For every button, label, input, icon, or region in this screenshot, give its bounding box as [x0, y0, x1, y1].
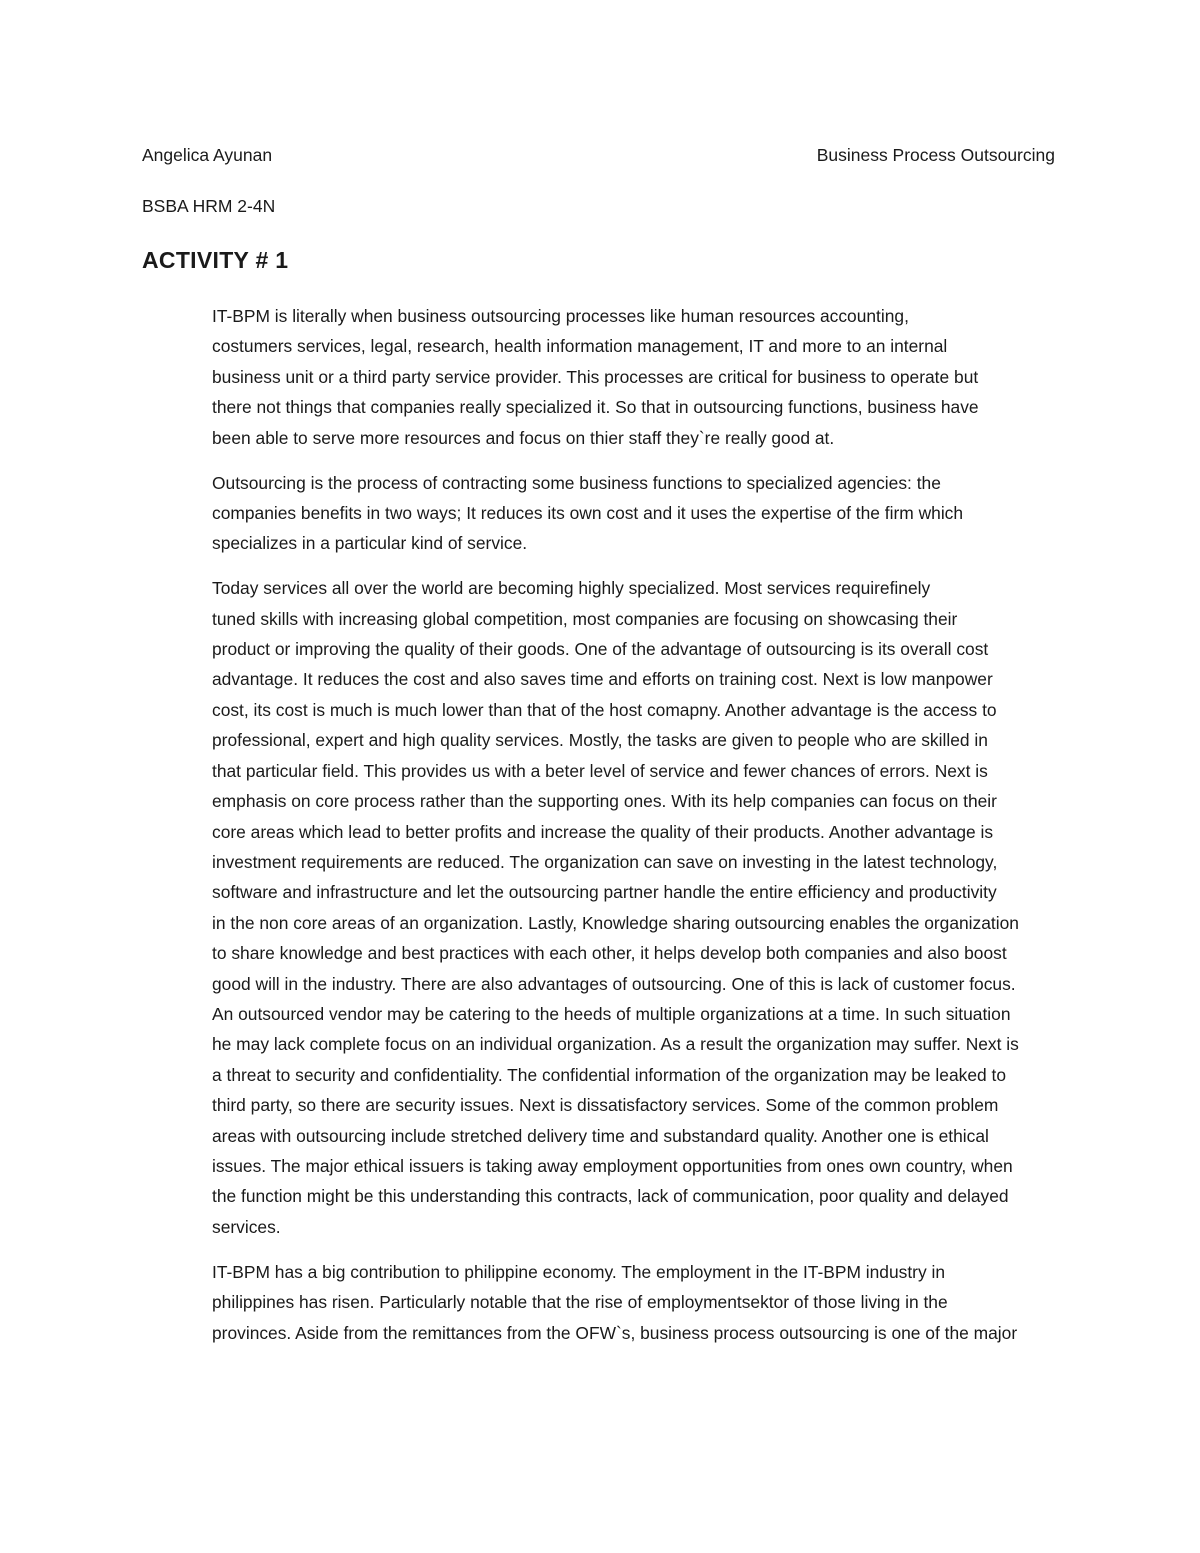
text-line: An outsourced vendor may be catering to the heeds of multiple organizations at a time. In such situation: [212, 1003, 1011, 1024]
text-line: provinces. Aside from the remittances from the OFW`s, business process outsourcing is one of the major: [212, 1322, 1018, 1343]
text-line: specializes in a particular kind of service.: [212, 533, 528, 554]
text-line: business unit or a third party service provider. This processes are critical for business to operate but: [212, 366, 979, 387]
paragraph-1: [142, 301, 1060, 453]
text-line: tuned skills with increasing global competition, most companies are focusing on showcasing their: [212, 608, 958, 629]
text-line: IT-BPM is literally when business outsourcing processes like human resources accounting,: [212, 306, 909, 326]
subject-title: Business Process Outsourcing: [816, 145, 1055, 165]
text-line: professional, expert and high quality services. Mostly, the tasks are given to people who are skilled in: [212, 730, 988, 751]
text-line: issues. The major ethical issuers is taking away employment opportunities from ones own country, when: [212, 1155, 1013, 1176]
document-body: [142, 301, 1060, 1362]
text-line: there not things that companies really specialized it. So that in outsourcing functions, business have: [212, 397, 979, 418]
text-line: third party, so there are security issues. Next is dissatisfactory services. Some of the common problem: [212, 1095, 999, 1116]
text-line: philippines has risen. Particularly notable that the rise of employmentsektor of those living in the: [212, 1292, 948, 1313]
text-line: good will in the industry. There are also advantages of outsourcing. One of this is lack of customer focus.: [212, 973, 1016, 994]
text-line: in the non core areas of an organization. Lastly, Knowledge sharing outsourcing enables the organization: [212, 912, 1019, 933]
text-line: IT-BPM has a big contribution to philippine economy. The employment in the IT-BPM industry in: [212, 1261, 946, 1282]
paragraph-3: [142, 573, 1060, 1242]
author-name: Angelica Ayunan: [142, 145, 273, 165]
text-line: services.: [212, 1216, 281, 1237]
text-line: Outsourcing is the process of contracting some business functions to specialized agencies: the: [212, 472, 941, 493]
paragraph-2: [142, 468, 1060, 559]
text-line: emphasis on core process rather than the supporting ones. With its help companies can focus on their: [212, 791, 997, 812]
text-line: to share knowledge and best practices with each other, it helps develop both companies and also boost: [212, 943, 1007, 964]
activity-title: ACTIVITY # 1: [142, 247, 289, 273]
text-line: costumers services, legal, research, health information management, IT and more to an internal: [212, 336, 948, 357]
text-line: advantage. It reduces the cost and also saves time and efforts on training cost. Next is low manpower: [212, 669, 993, 690]
text-line: companies benefits in two ways; It reduces its own cost and it uses the expertise of the firm which: [212, 502, 964, 523]
paragraph-4: [142, 1257, 1060, 1348]
text-line: been able to serve more resources and focus on thier staff they`re really good at.: [212, 427, 835, 448]
text-line: cost, its cost is much is much lower than that of the host comapny. Another advantage is the access to: [212, 699, 997, 720]
text-line: a threat to security and confidentiality. The confidential information of the organization may be leaked to: [212, 1064, 1006, 1085]
document-header: [142, 145, 1055, 169]
text-line: software and infrastructure and let the outsourcing partner handle the entire efficiency and productivity: [212, 882, 997, 903]
text-line: that particular field. This provides us with a beter level of service and fewer chances of errors. Next is: [212, 760, 988, 781]
text-line: the function might be this understanding this contracts, lack of communication, poor quality and delayed: [212, 1186, 1009, 1207]
text-line: investment requirements are reduced. The organization can save on investing in the latest technology,: [212, 851, 998, 872]
text-line: he may lack complete focus on an individual organization. As a result the organization may suffer. Next is: [212, 1034, 1019, 1055]
text-line: areas with outsourcing include stretched delivery time and substandard quality. Another one is ethical: [212, 1125, 989, 1146]
class-section: BSBA HRM 2-4N: [142, 196, 276, 216]
text-line: product or improving the quality of their goods. One of the advantage of outsourcing is its overall cost: [212, 639, 989, 660]
text-line: Today services all over the world are becoming highly specialized. Most services requirefinely: [212, 578, 931, 599]
text-line: core areas which lead to better profits and increase the quality of their products. Another advantage is: [212, 821, 994, 842]
